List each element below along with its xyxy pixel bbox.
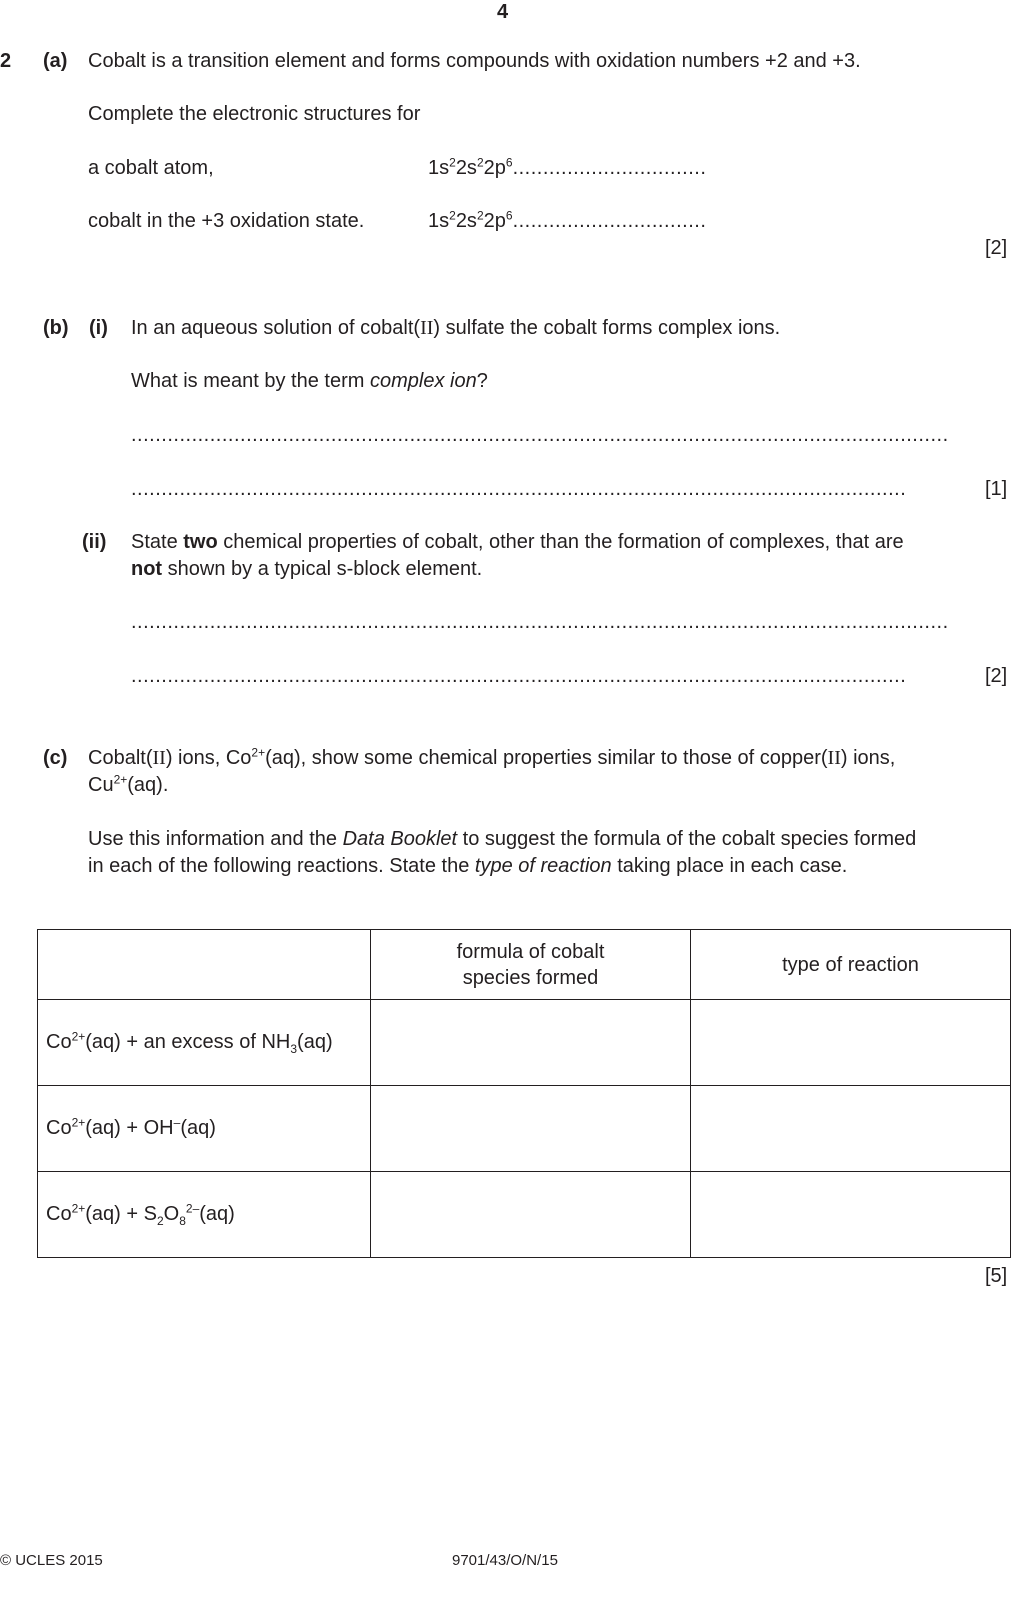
part-b-i-marks: [1] xyxy=(985,478,1008,500)
part-b-i-question: What is meant by the term complex ion? xyxy=(131,370,488,392)
cobalt-plus3-label: cobalt in the +3 oxidation state. xyxy=(88,210,365,232)
question-number: 2 xyxy=(0,50,12,72)
part-a-label: (a) xyxy=(43,50,68,72)
reaction-ammonia: $Co^{2+}(aq)$ + an excess of $NH_3(aq)$ xyxy=(38,1000,371,1086)
page-number: 4 xyxy=(497,1,509,23)
part-c-marks: [5] xyxy=(985,1265,1008,1287)
part-b-label: (b) xyxy=(43,317,69,339)
header-type-of-reaction: type of reaction xyxy=(691,930,1011,1000)
answer-cell-type-2[interactable] xyxy=(691,1086,1011,1172)
part-c-label: (c) xyxy=(43,747,68,769)
part-a-instruction: Complete the electronic structures for xyxy=(88,103,421,125)
part-b-i-text: In an aqueous solution of cobalt(II) sulfate the cobalt forms complex ions. xyxy=(131,317,781,339)
answer-line-b-i-1[interactable]: ....................................................................................................................................... xyxy=(131,424,949,446)
part-b-ii-label: (ii) xyxy=(82,531,107,553)
table-header-row xyxy=(38,930,1011,1000)
cobalt-atom-label: a cobalt atom, xyxy=(88,157,214,179)
answer-cell-formula-3[interactable] xyxy=(371,1172,691,1258)
part-c-line1: Cobalt(II) ions, $Co^{2+}(aq)$, show some chemical properties similar to those of copper(II) ions, xyxy=(88,745,896,769)
part-a-intro: Cobalt is a transition element and forms compounds with oxidation numbers +2 and +3. xyxy=(88,50,861,72)
reaction-hydroxide: $Co^{2+}(aq) + OH^-(aq)$ xyxy=(38,1086,371,1172)
header-formula: formula of cobalt species formed xyxy=(371,930,691,1000)
answer-cell-type-3[interactable] xyxy=(691,1172,1011,1258)
table-row xyxy=(38,1086,1011,1172)
answer-cell-formula-1[interactable] xyxy=(371,1000,691,1086)
answer-line-b-ii-1[interactable]: ....................................................................................................................................... xyxy=(131,611,949,633)
part-b-i-label: (i) xyxy=(89,317,108,339)
answer-line-b-ii-2[interactable]: ................................................................................................................................ xyxy=(131,665,907,687)
part-b-ii-line1: State two chemical properties of cobalt, other than the formation of complexes, that are xyxy=(131,531,904,553)
reaction-table xyxy=(37,929,1011,1258)
part-c-para2-line1: Use this information and the Data Booklet to suggest the formula of the cobalt species formed xyxy=(88,828,917,850)
answer-line-b-i-2[interactable]: ................................................................................................................................ xyxy=(131,478,907,500)
table-row xyxy=(38,1172,1011,1258)
footer-code: 9701/43/O/N/15 xyxy=(452,1552,558,1569)
answer-dots-plus3[interactable]: ................................ xyxy=(512,210,707,232)
cobalt-plus3-config: $1s^22s^22p^6$................................ xyxy=(428,208,707,232)
footer-copyright: © UCLES 2015 xyxy=(0,1552,103,1569)
reaction-peroxodisulfate: $Co^{2+}(aq) + S_2O_8^{2-}(aq)$ xyxy=(38,1172,371,1258)
part-b-ii-line2: not shown by a typical s-block element. xyxy=(131,558,483,580)
part-c-para2-line2: in each of the following reactions. State the type of reaction taking place in each case. xyxy=(88,855,848,877)
cobalt-atom-config: $1s^22s^22p^6$................................ xyxy=(428,155,707,179)
answer-cell-type-1[interactable] xyxy=(691,1000,1011,1086)
part-c-line2: $Cu^{2+}(aq)$. xyxy=(88,772,169,796)
answer-dots-atom[interactable]: ................................ xyxy=(512,157,707,179)
table-row xyxy=(38,1000,1011,1086)
answer-cell-formula-2[interactable] xyxy=(371,1086,691,1172)
header-empty-cell xyxy=(38,930,371,1000)
part-b-ii-marks: [2] xyxy=(985,665,1008,687)
part-a-marks: [2] xyxy=(985,237,1008,259)
